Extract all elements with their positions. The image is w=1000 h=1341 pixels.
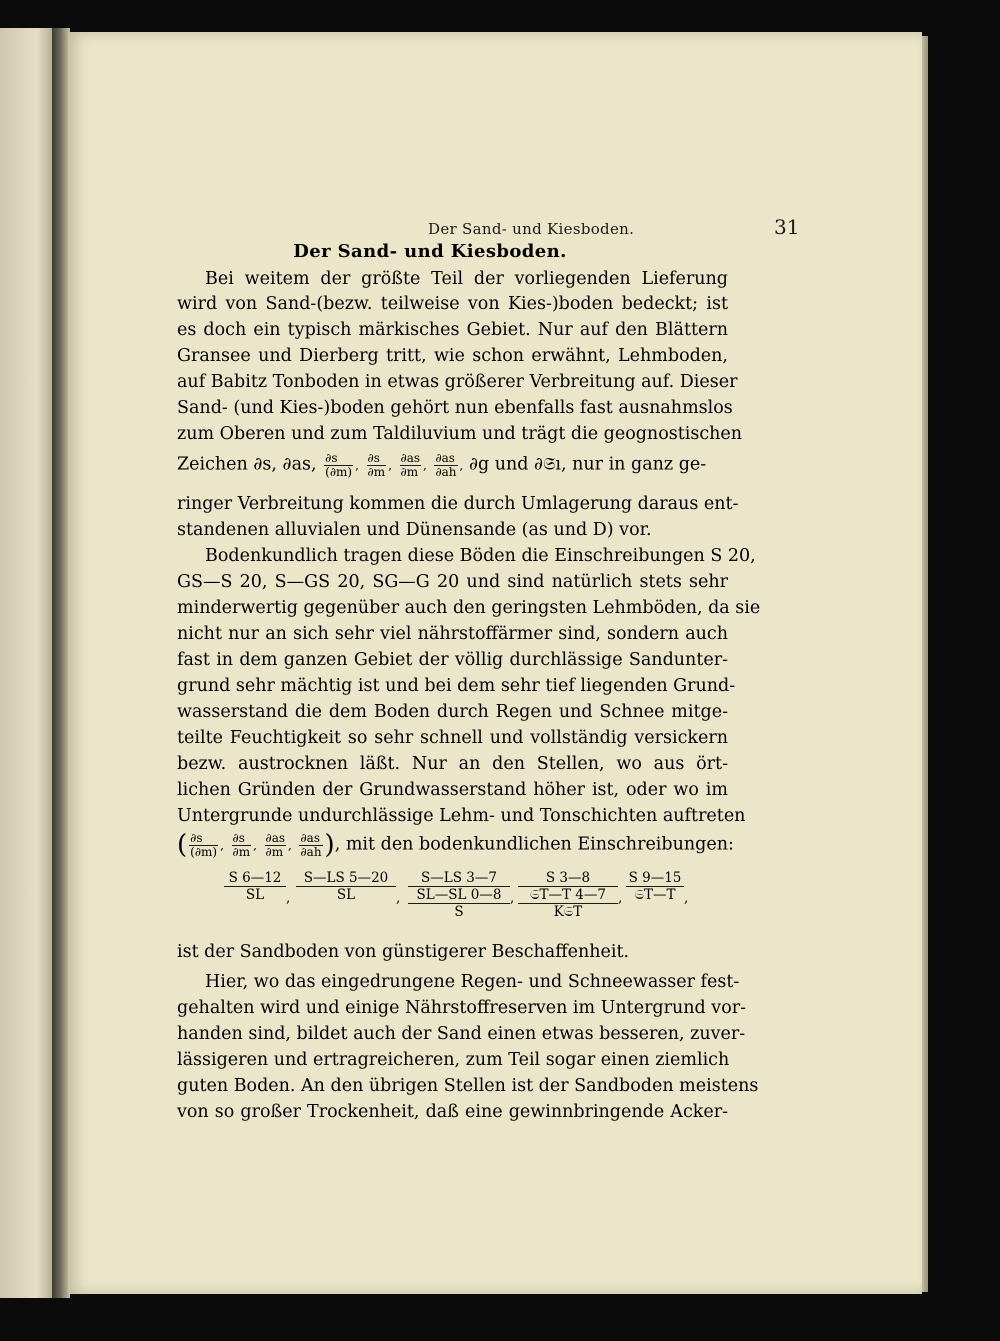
- formula-suffix: , mit den bodenkundlichen Einschreibungen:: [334, 834, 734, 855]
- soil-designations: S 6—12 SL , S—LS 5—20 SL , S—LS 3—7 SL—SL 0—8 S , S 3—8 𝔖T—T 4—7 K𝔖T , S 9—15 𝔖T—T ,: [224, 870, 694, 932]
- text-line: GS—S 20, S—GS 20, SG—G 20 und sind natürlich stets sehr: [177, 572, 728, 592]
- formula-suffix: ∂g und ∂𝔖ı, nur in ganz ge-: [468, 454, 707, 475]
- fraction: $\frac{\partial s}{(\partial m)}$: [190, 831, 218, 859]
- fraction: $\frac{\partial s}{\partial m}$: [367, 451, 386, 479]
- designation: S 6—12 SL: [224, 870, 286, 903]
- text-line: Bodenkundlich tragen diese Böden die Einschreibungen S 20,: [205, 546, 756, 566]
- designation: S 3—8 𝔖T—T 4—7 K𝔖T: [518, 870, 618, 920]
- designation: S—LS 3—7 SL—SL 0—8 S: [408, 870, 510, 920]
- text-line: Gransee und Dierberg tritt, wie schon erwähnt, Lehmboden,: [177, 346, 728, 366]
- text-line: guten Boden. An den übrigen Stellen ist der Sandboden meistens: [177, 1076, 759, 1096]
- fraction: $\frac{\partial as}{\partial m}$: [265, 831, 286, 859]
- text-line: handen sind, bildet auch der Sand einen etwas besseren, zuver-: [177, 1024, 746, 1044]
- text-line: lichen Gründen der Grundwasserstand höher ist, oder wo im: [177, 780, 728, 800]
- text-line: minderwertig gegenüber auch den geringsten Lehmböden, da sie: [177, 598, 761, 618]
- text-line: zum Oberen und zum Taldiluvium und trägt die geognostischen: [177, 424, 743, 444]
- text-line: Hier, wo das eingedrungene Regen- und Schneewasser fest-: [205, 972, 740, 992]
- text-line: Untergrunde undurchlässige Lehm- und Tonschichten auftreten: [177, 806, 746, 826]
- section-title: Der Sand- und Kiesboden.: [293, 241, 567, 262]
- text-line: ist der Sandboden von günstigerer Beschaffenheit.: [177, 942, 630, 962]
- fraction: $\frac{\partial as}{\partial ah}$: [300, 831, 322, 859]
- page-number: 31: [774, 215, 800, 239]
- text-line: ringer Verbreitung kommen die durch Umlagerung daraus ent-: [177, 494, 739, 514]
- formula-prefix: Zeichen ∂s, ∂as,: [177, 454, 317, 475]
- fraction: $\frac{\partial as}{\partial m}$: [400, 451, 421, 479]
- formula-line: Zeichen ∂s, ∂as, $\frac{\partial s}{(\partial m)}$ , $\frac{\partial s}{\partial m}$ , $\frac{\partial as}{\partial m}$ , $\frac{\partial as}{\partial ah}$ , ∂g und ∂𝔖ı, nur in ganz ge-: [177, 451, 707, 479]
- text-line: lässigeren und ertragreicheren, zum Teil sogar einen ziemlich: [177, 1050, 730, 1070]
- fraction: $\frac{\partial as}{\partial ah}$: [435, 451, 457, 479]
- text-line: gehalten wird und einige Nährstoffreserven im Untergrund vor-: [177, 998, 747, 1018]
- text-line: auf Babitz Tonboden in etwas größerer Verbreitung auf. Dieser: [177, 372, 738, 392]
- text-line: wasserstand die dem Boden durch Regen und Schnee mitge-: [177, 702, 728, 722]
- text-line: Bei weitem der größte Teil der vorliegenden Lieferung: [205, 269, 728, 289]
- designation: S 9—15 𝔖T—T: [626, 870, 684, 903]
- fraction: $\frac{\partial s}{\partial m}$: [232, 831, 251, 859]
- text-line: nicht nur an sich sehr viel nährstoffärmer sind, sondern auch: [177, 624, 728, 644]
- formula-line-2: ( $\frac{\partial s}{(\partial m)}$ , $\frac{\partial s}{\partial m}$ , $\frac{\partial as}{\partial m}$ , $\frac{\partial as}{\partial ah}$ ), mit den bodenkundlichen Einschreibungen:: [177, 830, 734, 861]
- text-line: Sand- (und Kies-)boden gehört nun ebenfalls fast ausnahmslos: [177, 398, 733, 418]
- text-line: von so großer Trockenheit, daß eine gewinnbringende Acker-: [177, 1102, 728, 1122]
- text-line: bezw. austrocknen läßt. Nur an den Stellen, wo aus ört-: [177, 754, 728, 774]
- text-line: fast in dem ganzen Gebiet der völlig durchlässige Sandunter-: [177, 650, 728, 670]
- left-page-edge: [0, 28, 52, 1298]
- text-line: grund sehr mächtig ist und bei dem sehr tief liegenden Grund-: [177, 676, 736, 696]
- fraction: $\frac{\partial s}{(\partial m)}$: [325, 451, 353, 479]
- text-line: wird von Sand-(bezw. teilweise von Kies-)boden bedeckt; ist: [177, 294, 728, 314]
- designation: S—LS 5—20 SL: [296, 870, 396, 903]
- text-line: teilte Feuchtigkeit so sehr schnell und vollständig versickern: [177, 728, 728, 748]
- running-title: Der Sand- und Kiesboden.: [428, 220, 635, 238]
- text-line: standenen alluvialen und Dünensande (as und D) vor.: [177, 520, 652, 540]
- text-line: es doch ein typisch märkisches Gebiet. Nur auf den Blättern: [177, 320, 728, 340]
